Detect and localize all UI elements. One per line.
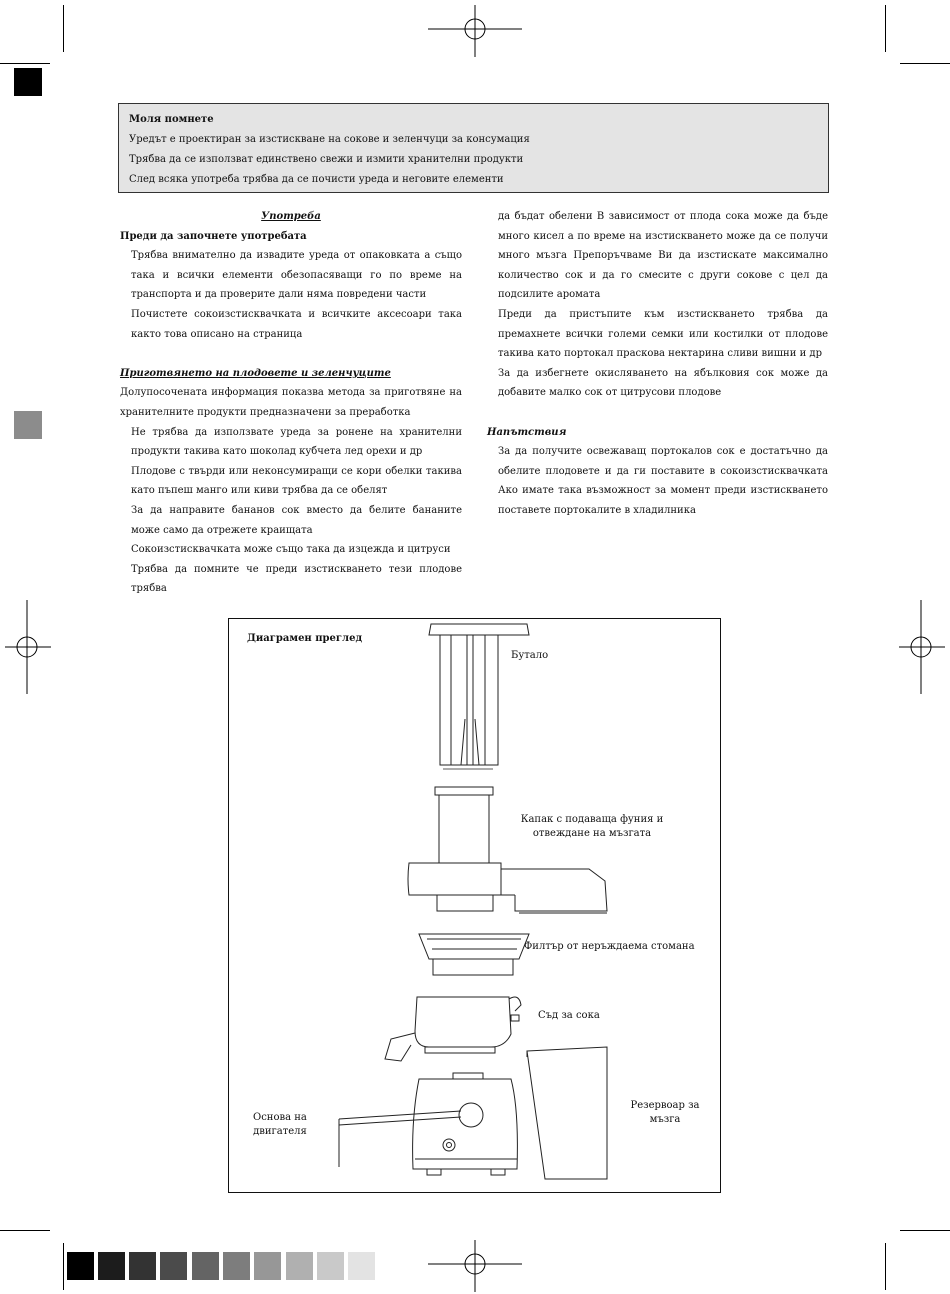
label-pusher: Бутало [511, 650, 549, 661]
paragraph: Плодове с твърди или неконсумиращи се кори обелки такива като пъпеш манго или киви трябва да се обелят [131, 465, 462, 497]
registration-mark-right [899, 600, 945, 694]
pusher-part [429, 624, 529, 769]
label-motor-base: Основа на двигателя [253, 1112, 307, 1137]
tank-part [527, 1047, 607, 1179]
gray-swatch [192, 1252, 219, 1280]
paragraph: да бъдат обелени В зависимост от плода сока може да бъде много кисел а по време на изстискването може да се получи много мъзга Препоръчваме Ви да изстискате максимално количество сок и да го смесите с други сокове с цел да подсилите аромата [498, 211, 828, 301]
paragraph: Трябва внимателно да извадите уреда от опаковката а също така и всички елементи обезопасяващи го по време на транспорта и да проверите дали няма повредени части [131, 250, 462, 301]
paragraph: Почистете сокоизстисквачката и всичките аксесоари така както това описано на страница [131, 308, 462, 340]
label-filter: Филтър от неръждаема стомана [524, 941, 695, 952]
gray-swatch [348, 1252, 375, 1280]
gray-swatch [317, 1252, 344, 1280]
label-pulp-tank: Резервоар за мъзга [630, 1100, 700, 1125]
notice-line: Уредът е проектиран за изстискване на сокове и зеленчуци за консумация [129, 134, 530, 145]
registration-mark-top [428, 5, 522, 61]
container-part [385, 997, 521, 1061]
gray-square-marker [14, 411, 42, 439]
notice-box [118, 103, 829, 193]
paragraph: Не трябва да използвате уреда за ронене на хранителни продукти такива като шоколад кубчета лед орехи и др [131, 426, 462, 458]
section-heading-preparation: Приготвянето на плодовете и зеленчуците [120, 367, 391, 379]
base-part [339, 1073, 517, 1175]
gray-swatch [98, 1252, 125, 1280]
subheading-before-use: Преди да започнете употребата [120, 230, 307, 242]
paragraph: За да получите освежаващ портокалов сок е достатъчно да обелите плодовете и да ги поставите в сокоизстисквачката Ако имате така възможност за момент преди изстискването поставете портокалите в хладилника [498, 446, 828, 516]
section-heading-instructions: Напътствия [487, 426, 567, 438]
gray-swatch [286, 1252, 313, 1280]
notice-title: Моля помнете [129, 114, 214, 125]
black-square-marker [14, 68, 42, 96]
filter-part [419, 934, 529, 975]
paragraph: За да направите бананов сок вместо да белите бананите може само да отрежете краищата [131, 504, 462, 536]
left-column [120, 207, 462, 599]
right-column [487, 207, 828, 521]
paragraph: Долупосочената информация показва метода за приготвяне на хранителните продукти предназначени за преработка [120, 387, 462, 418]
notice-line: Трябва да се използват единствено свежи и измити хранителни продукти [129, 154, 524, 165]
paragraph: Сокоизстисквачката може също така да изцежда и цитруси [131, 544, 451, 556]
gray-swatch [223, 1252, 250, 1280]
section-heading-usage: Употреба [261, 211, 321, 222]
gray-swatch [160, 1252, 187, 1280]
gray-swatch [129, 1252, 156, 1280]
notice-line: След всяка употреба трябва да се почисти уреда и неговите елементи [129, 174, 504, 185]
paragraph: Преди да пристъпите към изстискването трябва да премахнете всички големи семки или костилки от плодове такива като портокал праскова нектарина сливи вишни и др [498, 308, 828, 360]
label-cover: Капак с подаваща фуния и отвеждане на мъзгата [520, 814, 664, 839]
paragraph: Трябва да помните че преди изстискването тези плодове трябва [131, 563, 462, 595]
cover-part [408, 787, 607, 913]
gray-swatch [67, 1252, 94, 1280]
gray-swatch [254, 1252, 281, 1280]
registration-mark-bottom [428, 1236, 522, 1292]
registration-mark-left [5, 600, 51, 694]
diagram-title: Диаграмен преглед [247, 633, 363, 644]
paragraph: За да избегнете окисляването на ябълковия сок може да добавите малко сок от цитрусови плодове [498, 367, 828, 399]
diagram-box [228, 618, 721, 1193]
label-container: Съд за сока [538, 1010, 600, 1021]
